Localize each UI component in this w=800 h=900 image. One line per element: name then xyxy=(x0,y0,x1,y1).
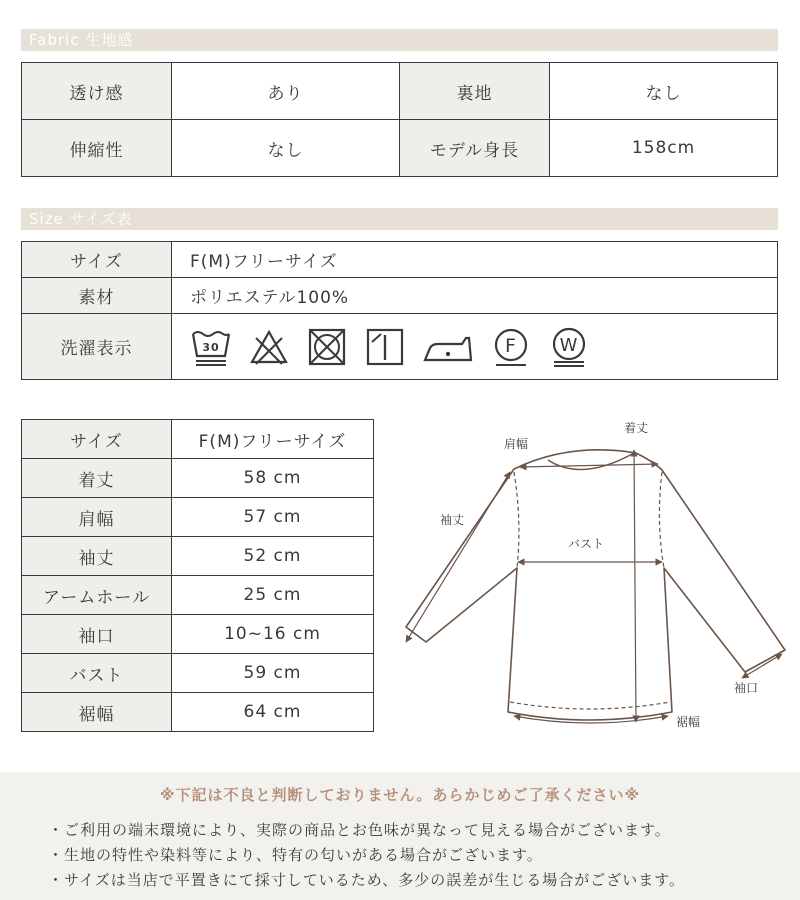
iron-low-icon xyxy=(422,326,474,368)
shoulder-label: 肩幅 xyxy=(22,498,172,537)
lining-label: 裏地 xyxy=(400,63,550,120)
garment-outline xyxy=(406,450,785,720)
size-label: サイズ xyxy=(22,242,172,278)
wash-30-icon xyxy=(190,326,232,368)
hem-label: 裾幅 xyxy=(22,693,172,732)
see-through-label: 透け感 xyxy=(22,63,172,120)
no-tumble-dry-icon xyxy=(306,326,348,368)
wet-clean-w-icon xyxy=(548,326,590,368)
hem-text: 裾幅 xyxy=(676,715,701,729)
model-height-value: 158cm xyxy=(550,120,778,177)
sleeve-text: 袖丈 xyxy=(440,513,465,527)
care-icons xyxy=(190,326,777,368)
cuff-text: 袖口 xyxy=(734,681,759,695)
hem-value: 64 cm xyxy=(172,693,374,732)
shoulder-arrow xyxy=(520,464,658,467)
table-row xyxy=(22,120,778,177)
cuff-label: 袖口 xyxy=(22,615,172,654)
model-height-label: モデル身長 xyxy=(400,120,550,177)
measure-header-label: サイズ xyxy=(22,420,172,459)
bust-value: 59 cm xyxy=(172,654,374,693)
length-text: 着丈 xyxy=(624,421,649,435)
armhole-seam-left xyxy=(514,472,519,568)
stretch-label: 伸縮性 xyxy=(22,120,172,177)
notice-section xyxy=(0,772,800,900)
neckline xyxy=(548,453,634,469)
material-value: ポリエステル100% xyxy=(172,278,778,314)
material-label: 素材 xyxy=(22,278,172,314)
fabric-table xyxy=(21,62,778,177)
wash-temp-text: 30 xyxy=(202,340,220,354)
bust-text: バスト xyxy=(568,537,605,551)
shoulder-text: 肩幅 xyxy=(504,437,529,451)
measure-header-value: F(M)フリーサイズ xyxy=(172,420,374,459)
table-row xyxy=(22,498,374,537)
cuff-arrow xyxy=(742,654,782,678)
armhole-label: アームホール xyxy=(22,576,172,615)
table-row xyxy=(22,314,778,380)
table-row xyxy=(22,278,778,314)
line-dry-icon xyxy=(364,326,406,368)
size-value: F(M)フリーサイズ xyxy=(172,242,778,278)
care-icons-cell xyxy=(172,314,778,380)
shoulder-value: 57 cm xyxy=(172,498,374,537)
garment-diagram xyxy=(400,412,790,742)
list-item: ・ご利用の端末環境により、実際の商品とお色味が異なって見える場合がございます。 xyxy=(48,821,671,839)
hem-seam xyxy=(510,702,670,709)
wet-clean-letter: W xyxy=(559,334,579,356)
measurements-table xyxy=(21,419,374,732)
table-row xyxy=(22,615,374,654)
dry-clean-letter: F xyxy=(505,334,517,357)
table-row xyxy=(22,242,778,278)
table-row xyxy=(22,654,374,693)
care-label: 洗濯表示 xyxy=(22,314,172,380)
dry-clean-f-icon xyxy=(490,326,532,368)
stretch-value: なし xyxy=(172,120,400,177)
sleeve-value: 52 cm xyxy=(172,537,374,576)
size-section-header: Size サイズ表 xyxy=(21,208,778,230)
no-bleach-icon xyxy=(248,326,290,368)
table-row xyxy=(22,693,374,732)
length-value: 58 cm xyxy=(172,459,374,498)
table-row xyxy=(22,459,374,498)
armhole-value: 25 cm xyxy=(172,576,374,615)
length-arrow xyxy=(634,450,636,722)
table-row xyxy=(22,537,374,576)
table-row xyxy=(22,63,778,120)
fabric-section-header: Fabric 生地感 xyxy=(21,29,778,51)
list-item: ・生地の特性や染料等により、特有の匂いがある場合がございます。 xyxy=(48,846,543,864)
cuff-value: 10~16 cm xyxy=(172,615,374,654)
notice-list xyxy=(48,820,685,895)
table-row xyxy=(22,420,374,459)
table-row xyxy=(22,576,374,615)
see-through-value: あり xyxy=(172,63,400,120)
bust-label: バスト xyxy=(22,654,172,693)
lining-value: なし xyxy=(550,63,778,120)
size-info-table xyxy=(21,241,778,380)
sleeve-label: 袖丈 xyxy=(22,537,172,576)
list-item: ・サイズは当店で平置きにて採寸しているため、多少の誤差が生じる場合がございます。 xyxy=(48,871,686,889)
notice-title: ※下記は不良と判断しておりません。あらかじめご了承ください※ xyxy=(159,786,641,804)
armhole-seam-right xyxy=(659,472,664,568)
length-label: 着丈 xyxy=(22,459,172,498)
